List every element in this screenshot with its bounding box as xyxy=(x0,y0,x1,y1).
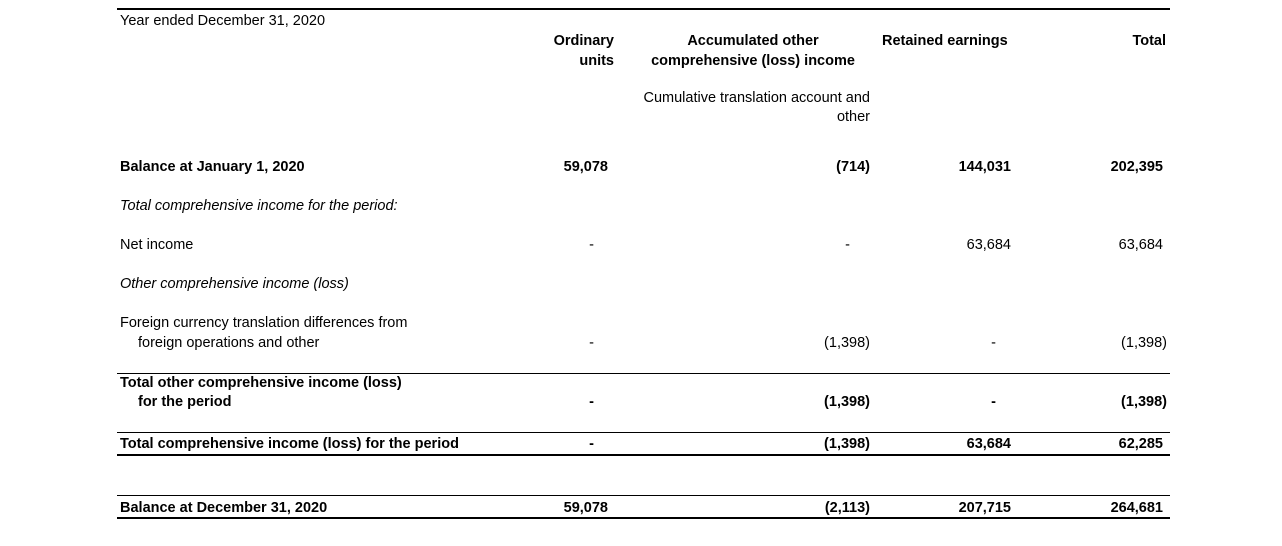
cell-units: 59,078 xyxy=(563,159,608,175)
cell-retained: - xyxy=(991,335,996,351)
row-label-line2: for the period xyxy=(138,394,232,410)
row-label: Total comprehensive income (loss) for the period xyxy=(120,436,459,452)
cell-total: (1,398) xyxy=(1121,394,1167,410)
header-aoci-line2: comprehensive (loss) income xyxy=(651,53,855,69)
section-heading-oci: Other comprehensive income (loss) xyxy=(120,276,349,292)
cell-units: - xyxy=(589,394,594,410)
row-label: Balance at January 1, 2020 xyxy=(120,159,305,175)
cell-total: 62,285 xyxy=(1118,436,1163,452)
header-retained-earnings: Retained earnings xyxy=(882,33,1008,49)
header-aoci-line1: Accumulated other xyxy=(687,33,819,49)
cell-total: 264,681 xyxy=(1110,500,1163,516)
cell-aoci: (1,398) xyxy=(824,335,870,351)
cell-aoci: (1,398) xyxy=(824,436,870,452)
cell-total: (1,398) xyxy=(1121,335,1167,351)
row-label: Balance at December 31, 2020 xyxy=(120,500,328,516)
cell-units: 59,078 xyxy=(563,500,608,516)
header-ordinary-units-line2: units xyxy=(579,53,614,69)
cell-units: - xyxy=(589,335,594,351)
cell-aoci: (714) xyxy=(836,159,870,175)
cell-retained: 63,684 xyxy=(966,237,1011,253)
cell-retained: 207,715 xyxy=(958,500,1011,516)
rule-above-total-ci xyxy=(117,432,1170,433)
cell-aoci: (1,398) xyxy=(824,394,870,410)
cell-retained: 144,031 xyxy=(958,159,1011,175)
bottom-rule xyxy=(117,517,1170,519)
cell-total: 202,395 xyxy=(1110,159,1163,175)
rule-above-balance-end xyxy=(117,495,1170,496)
row-label-line1: Total other comprehensive income (loss) xyxy=(120,375,402,391)
cell-retained: - xyxy=(991,394,996,410)
cell-aoci: (2,113) xyxy=(824,500,870,516)
cell-units: - xyxy=(589,436,594,452)
row-label-line1: Foreign currency translation differences from xyxy=(120,315,408,331)
cell-units: - xyxy=(589,237,594,253)
header-aoci-sub-line2: other xyxy=(836,109,870,125)
header-aoci-sub-line1: Cumulative translation account and xyxy=(643,90,870,106)
cell-retained: 63,684 xyxy=(966,436,1011,452)
header-total: Total xyxy=(1132,33,1166,49)
section-heading-tci: Total comprehensive income for the period: xyxy=(120,198,398,214)
cell-aoci: - xyxy=(845,237,850,253)
header-ordinary-units-line1: Ordinary xyxy=(553,33,614,49)
period-label: Year ended December 31, 2020 xyxy=(120,13,326,29)
rule-below-total-ci xyxy=(117,454,1170,456)
row-label: Net income xyxy=(120,237,194,253)
cell-total: 63,684 xyxy=(1118,237,1163,253)
row-label-line2: foreign operations and other xyxy=(138,335,320,351)
top-rule xyxy=(117,8,1170,10)
